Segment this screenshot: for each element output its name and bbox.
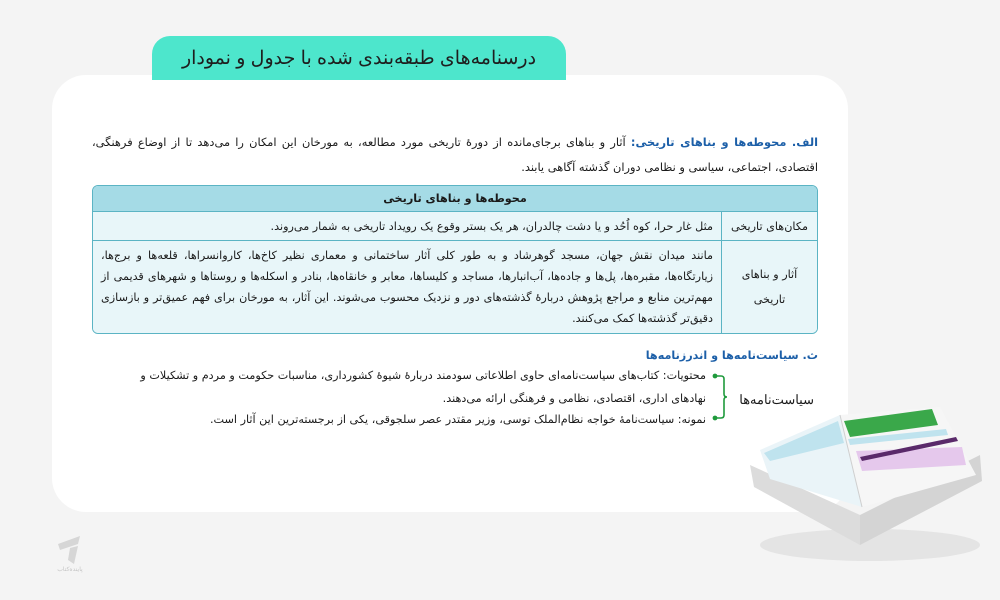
brand-logo-icon: [52, 530, 92, 574]
section-a-paragraph: [92, 130, 818, 180]
page-title-banner: [152, 36, 566, 80]
mindmap-branch-example: نمونه: سیاست‌نامهٔ خواجه نظام‌الملک توسی، وزیر مقتدر عصر سلجوقی، یکی از برجسته‌ترین این آثار است.: [209, 413, 706, 426]
table-row: [93, 212, 817, 241]
lesson-content: [92, 130, 818, 433]
book-image: [740, 395, 990, 575]
historic-sites-table: [92, 185, 818, 334]
row-label: آثار و بناهای تاریخی: [721, 241, 817, 333]
section-a-heading: الف. محوطه‌ها و بناهای تاریخی:: [630, 135, 819, 149]
mindmap-branch-contents-cont: نهادهای اداری، اقتصادی، نظامی و فرهنگی ارائه می‌دهند.: [442, 392, 706, 405]
table-row: [93, 241, 817, 333]
mindmap: [92, 367, 818, 433]
mindmap-root: سیاست‌نامه‌ها: [739, 392, 814, 407]
mindmap-bracket-icon: [712, 373, 728, 421]
row-text: مانند میدان نقش جهان، مسجد گوهرشاد و به طور کلی آثار ساختمانی و معماری نظیر کاخ‌ها، کاروانسراها، قلعه‌ها و برج‌ها، زیارتگاه‌ها، مقبره‌ها، پل‌ها و جاده‌ها، آب‌انبارها، مساجد و کلیساها، معابر و خانقاه‌ها، بنادر و اسکله‌ها و روستاها و شهرهای قدیمی از مهم‌ترین منابع و مراجع پژوهش دربارهٔ گذشته‌های دور و نزدیک محسوب می‌شوند. این آثار، به مورخان برای فهم عمیق‌تر و بازسازی دقیق‌تر گذشته‌ها کمک می‌کنند.: [93, 241, 721, 333]
page-title: درسنامه‌های طبقه‌بندی شده با جدول و نمودار: [181, 47, 537, 69]
row-text: مثل غار حرا، کوه اُحُد و یا دشت چالدران، هر یک بستر وقوع یک رویداد تاریخی به شمار می‌روند.: [93, 212, 721, 241]
brand-logo-text: پاینده‌کتاب: [57, 566, 83, 573]
row-label: مکان‌های تاریخی: [721, 212, 817, 241]
section-a-text: آثار و بناهای برجای‌مانده از دورهٔ تاریخی مورد مطالعه، به مورخان این امکان را می‌دهد تا از اوضاع فرهنگی، اقتصادی، اجتماعی، سیاسی و نظامی دوران گذشته آگاهی یابند.: [92, 135, 818, 174]
mindmap-branch-contents: محتویات: کتاب‌های سیاست‌نامه‌ای حاوی اطلاعاتی سودمند دربارهٔ شیوهٔ کشورداری، مناسبات حکومت و مردم و تشکیلات و: [140, 369, 706, 382]
table-title: محوطه‌ها و بناهای تاریخی: [93, 186, 817, 212]
section-th-heading: ث. سیاست‌نامه‌ها و اندرزنامه‌ها: [645, 349, 818, 362]
